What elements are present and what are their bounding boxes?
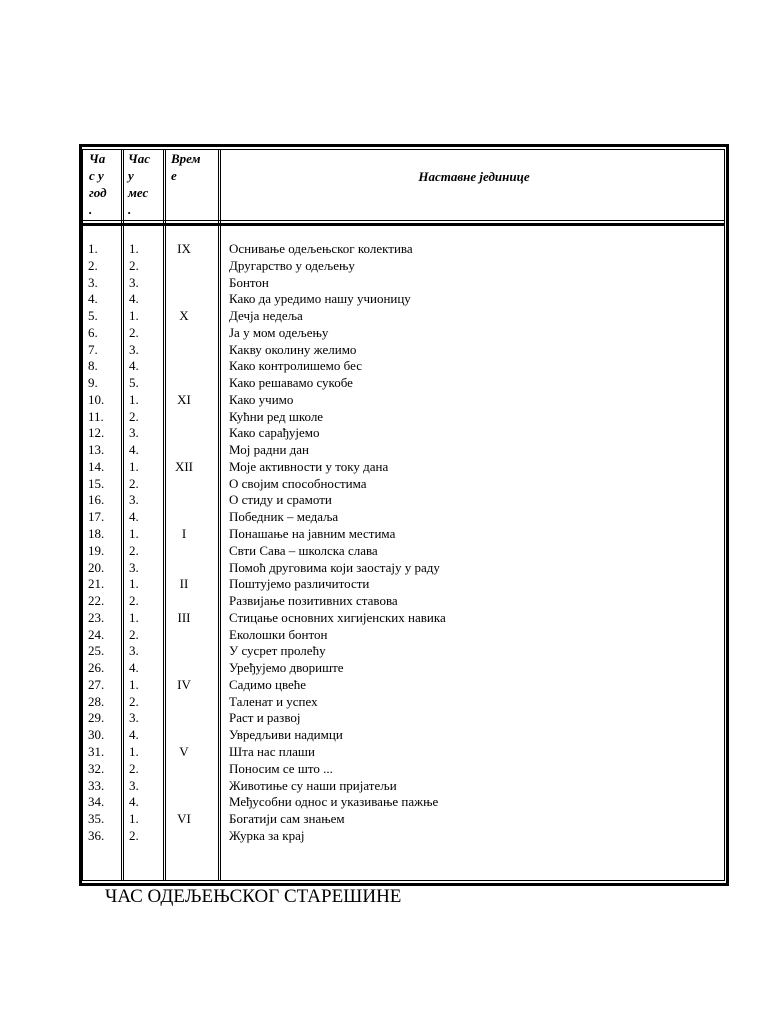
month-cell [166,476,202,493]
month-lesson-number-cell: 2. [129,760,139,776]
header-time: Врем е [171,151,201,183]
lesson-number-cell: 8. [88,358,98,374]
month-cell [166,342,202,359]
month-cell: XII [174,458,194,474]
header-lesson-of-year: Ча с у год . [89,151,107,217]
month-cell [166,710,202,727]
lesson-number-cell: 6. [88,324,98,340]
month-cell [166,409,202,426]
lesson-number-cell: 22. [88,593,105,609]
month-cell: I [181,526,187,542]
month-lesson-number-cell: 4. [129,358,139,374]
month-lesson-number-cell: 2. [129,693,139,709]
month-cell [166,509,202,526]
topic-cell: Увредљиви надимци [229,727,343,743]
topic-cell: Еколошки бонтон [229,626,328,642]
month-cell [166,275,202,292]
month-cell [166,425,202,442]
month-cell [166,593,202,610]
month-cell: X [179,308,189,324]
lesson-number-cell: 14. [88,458,105,474]
topic-cell: О стиду и срамоти [229,492,332,508]
lesson-number-cell: 18. [88,526,105,542]
topic-cell: Моје активности у току дана [229,458,389,474]
topic-cell: Раст и развој [229,710,301,726]
month-cell [166,358,202,375]
month-lesson-number-cell: 3. [129,274,139,290]
topic-cell: Како контролишемо бес [229,358,362,374]
lesson-number-cell: 30. [88,727,105,743]
month-cell [166,325,202,342]
month-cell [166,727,202,744]
month-cell [166,560,202,577]
month-lesson-number-cell: 3. [129,643,139,659]
month-lesson-number-cell: 1. [129,676,139,692]
month-cell: IX [177,241,191,256]
header-lesson-of-month: Час у мес . [128,151,150,217]
topic-cell: Другарство у одељењу [229,257,355,273]
month-lesson-number-cell: 3. [129,777,139,793]
month-cell: VI [177,811,191,827]
month-lesson-number-cell: 4. [129,291,139,307]
lesson-number-cell: 13. [88,442,105,458]
column-month [166,241,202,845]
month-lesson-number-cell: 2. [129,324,139,340]
topic-cell: Кућни ред школе [229,408,324,424]
topic-cell: Садимо цвеће [229,676,307,692]
month-lesson-number-cell: 4. [129,442,139,458]
topic-cell: Богатији сам знањем [229,811,345,827]
month-lesson-number-cell: 1. [129,576,139,592]
month-cell [166,492,202,509]
month-lesson-number-cell: 3. [129,559,139,575]
month-lesson-number-cell: 2. [129,827,139,843]
topic-cell: Како учимо [229,391,294,407]
month-cell: IV [177,676,191,692]
month-lesson-number-cell: 3. [129,710,139,726]
month-cell [166,761,202,778]
month-lesson-number-cell: 3. [129,492,139,508]
topic-cell: Како да уредимо нашу учионицу [229,291,411,307]
lesson-number-cell: 7. [88,341,98,357]
month-lesson-number-cell: 2. [129,542,139,558]
lesson-number-cell: 1. [88,241,98,256]
column-divider [121,149,124,881]
topic-cell: Журка за крај [229,827,305,843]
month-cell [166,627,202,644]
lesson-number-cell: 9. [88,375,98,391]
month-cell [166,643,202,660]
document-caption: ЧАС ОДЕЉЕЊСКОГ СТАРЕШИНЕ [105,886,402,907]
topic-cell: Међусобни однос и указивање пажње [229,794,439,810]
lesson-number-cell: 23. [88,609,105,625]
month-cell [166,442,202,459]
month-cell: II [179,576,189,592]
month-cell: XI [177,391,191,407]
lesson-number-cell: 25. [88,643,105,659]
topic-cell: Поносим се што ... [229,760,333,776]
header-divider [82,220,725,226]
topic-cell: Оснивање одељењског колектива [229,241,413,256]
topic-cell: Како сарађујемо [229,425,320,441]
month-cell: V [179,743,189,759]
header-teaching-units: Наставне јединице [418,169,530,184]
topic-cell: Победник – медаља [229,509,339,525]
column-topic [229,241,446,845]
month-lesson-number-cell: 2. [129,626,139,642]
lesson-number-cell: 21. [88,576,105,592]
month-cell [166,828,202,845]
month-cell [166,375,202,392]
topic-cell: Бонтон [229,274,269,290]
lesson-number-cell: 32. [88,760,105,776]
topic-cell: Шта нас плаши [229,743,315,759]
month-lesson-number-cell: 2. [129,408,139,424]
lesson-number-cell: 3. [88,274,98,290]
month-lesson-number-cell: 1. [129,458,139,474]
topic-cell: Свти Сава – школска слава [229,542,378,558]
lesson-number-cell: 35. [88,811,105,827]
lesson-number-cell: 36. [88,827,105,843]
topic-cell: Стицање основних хигијенских навика [229,609,446,625]
lesson-number-cell: 26. [88,660,105,676]
topic-cell: Мој радни дан [229,442,309,458]
lesson-number-cell: 29. [88,710,105,726]
month-lesson-number-cell: 1. [129,609,139,625]
month-lesson-number-cell: 2. [129,593,139,609]
topic-cell: Животиње су наши пријатељи [229,777,397,793]
month-lesson-number-cell: 1. [129,391,139,407]
month-lesson-number-cell: 1. [129,241,139,256]
month-lesson-number-cell: 1. [129,308,139,324]
lesson-number-cell: 10. [88,391,105,407]
month-lesson-number-cell: 4. [129,660,139,676]
lesson-number-cell: 28. [88,693,105,709]
month-lesson-number-cell: 1. [129,526,139,542]
month-cell [166,543,202,560]
month-cell [166,794,202,811]
month-cell [166,778,202,795]
lesson-number-cell: 33. [88,777,105,793]
topic-cell: Како решавамо сукобе [229,375,353,391]
topic-cell: Понашање на јавним местима [229,526,396,542]
topic-cell: Какву околину желимо [229,341,357,357]
month-lesson-number-cell: 4. [129,727,139,743]
month-lesson-number-cell: 5. [129,375,139,391]
column-lesson-of-year [88,241,104,845]
topic-cell: О својим способностима [229,475,367,491]
month-lesson-number-cell: 2. [129,257,139,273]
month-lesson-number-cell: 2. [129,475,139,491]
month-cell [166,694,202,711]
lesson-number-cell: 5. [88,308,98,324]
lesson-number-cell: 12. [88,425,105,441]
topic-cell: Поштујемо различитости [229,576,370,592]
month-lesson-number-cell: 4. [129,509,139,525]
column-divider [218,149,221,881]
lesson-number-cell: 17. [88,509,105,525]
month-lesson-number-cell: 1. [129,743,139,759]
lesson-number-cell: 16. [88,492,105,508]
topic-cell: Дечја недеља [229,308,303,324]
topic-cell: Помоћ друговима који заостају у раду [229,559,440,575]
lesson-number-cell: 19. [88,542,105,558]
column-lesson-of-month [129,241,139,845]
lesson-number-cell: 24. [88,626,105,642]
topic-cell: У сусрет пролећу [229,643,326,659]
lesson-number-cell: 34. [88,794,105,810]
month-lesson-number-cell: 4. [129,794,139,810]
topic-cell: Развијање позитивних ставова [229,593,398,609]
lesson-number-cell: 27. [88,676,105,692]
topic-cell: Таленат и успех [229,693,318,709]
topic-cell: Ја у мом одељењу [229,324,329,340]
lesson-number-cell: 31. [88,743,105,759]
month-lesson-number-cell: 3. [129,341,139,357]
month-lesson-number-cell: 3. [129,425,139,441]
month-cell [166,258,202,275]
lesson-number-cell: 2. [88,257,98,273]
month-cell [166,660,202,677]
lesson-number-cell: 4. [88,291,98,307]
month-cell [166,291,202,308]
topic-cell: Уређујемо двориште [229,660,344,676]
month-cell: III [177,609,191,625]
lesson-number-cell: 11. [88,408,104,424]
lesson-number-cell: 20. [88,559,105,575]
lesson-number-cell: 15. [88,475,105,491]
month-lesson-number-cell: 1. [129,811,139,827]
